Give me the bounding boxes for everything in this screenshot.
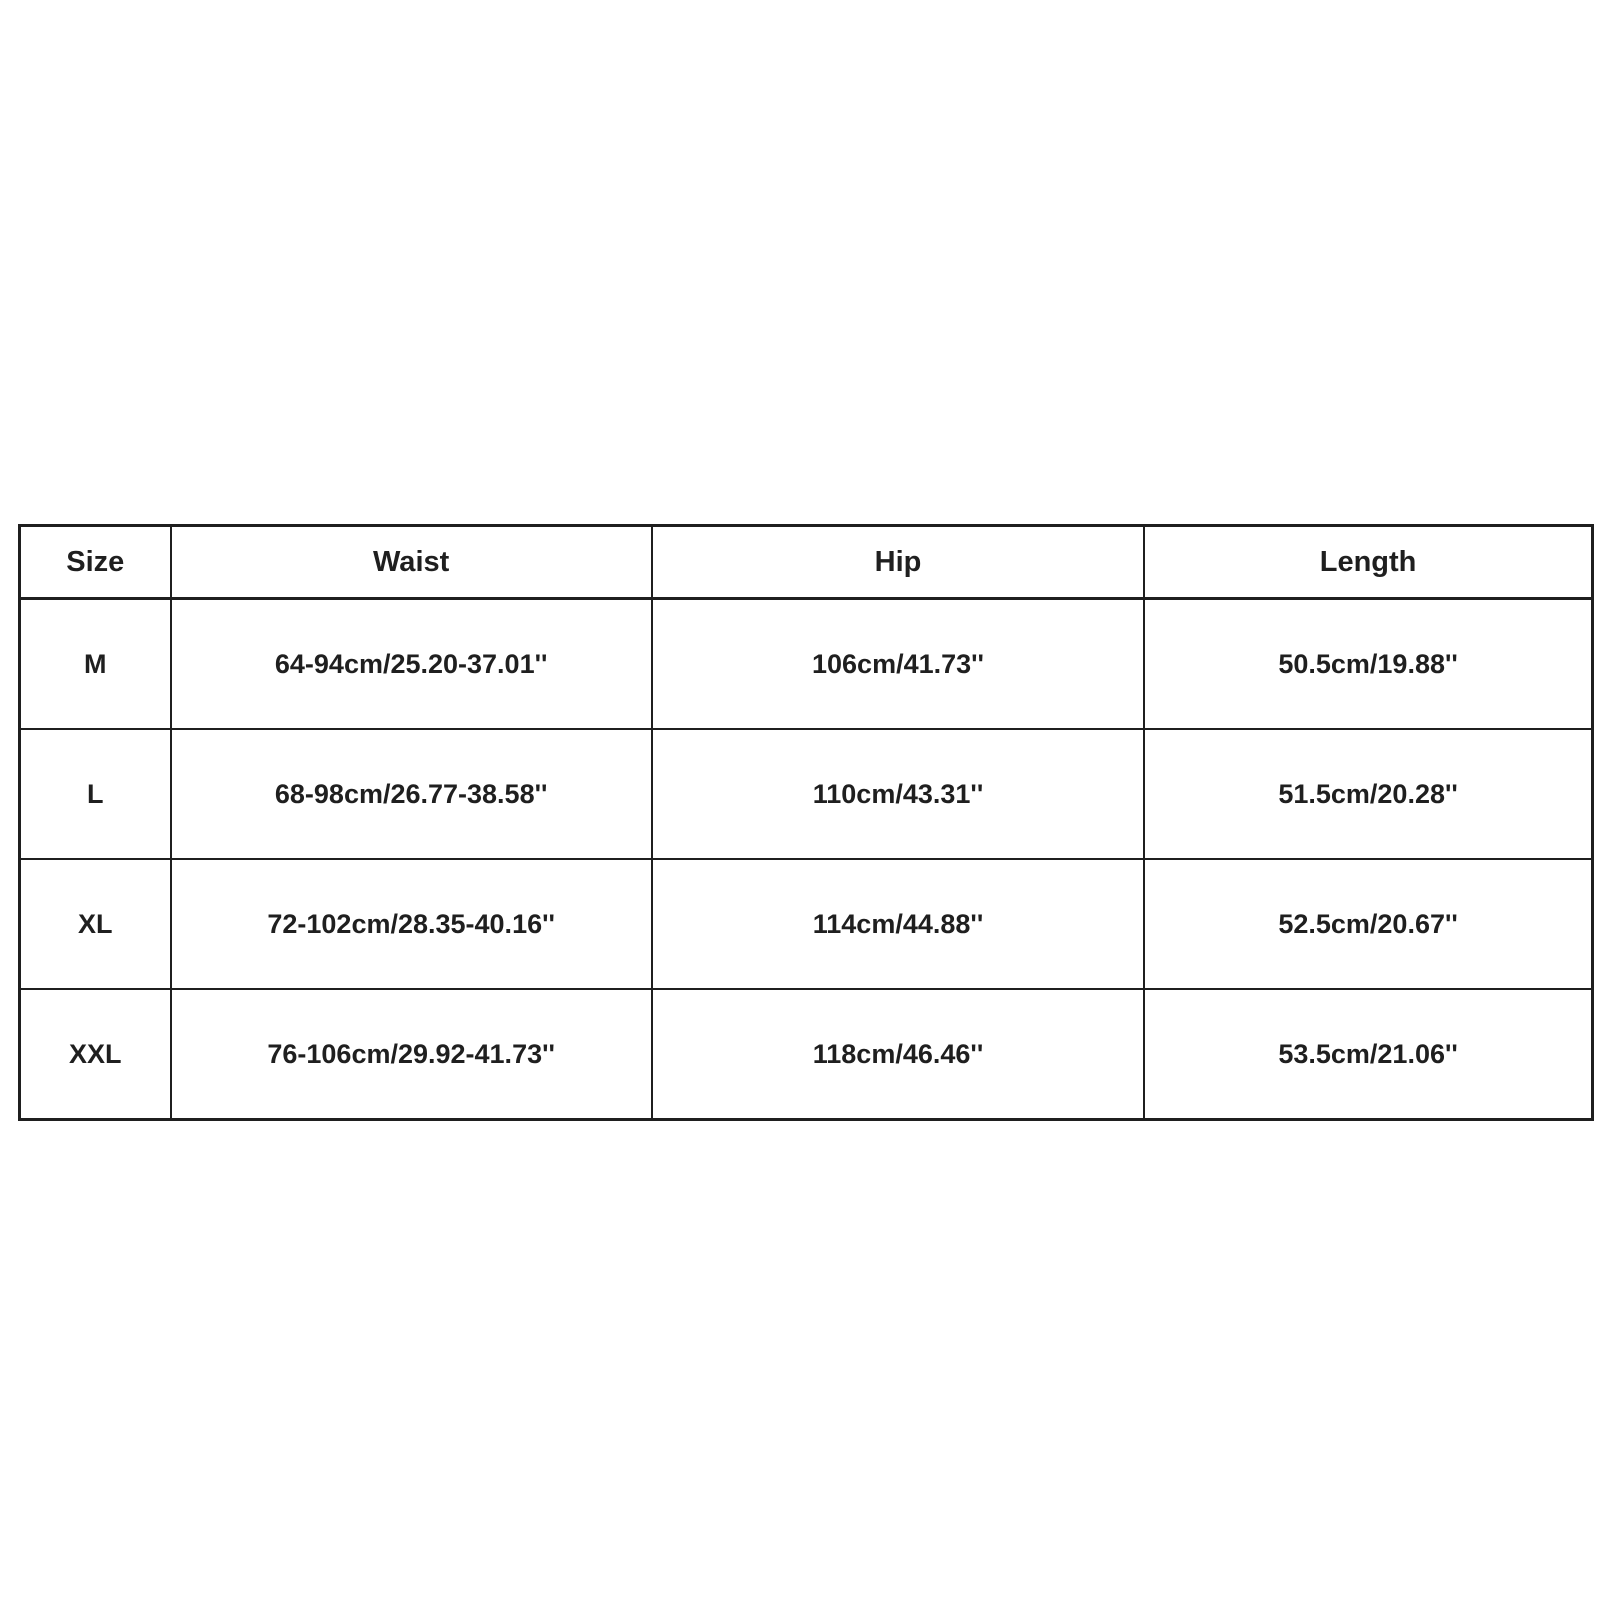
column-header-size: Size [20, 526, 171, 599]
column-header-waist: Waist [171, 526, 652, 599]
cell-length: 50.5cm/19.88'' [1144, 599, 1592, 730]
table-row-xxl [20, 989, 1593, 1120]
cell-hip: 114cm/44.88'' [652, 859, 1144, 989]
header-row [20, 526, 1593, 599]
cell-hip: 118cm/46.46'' [652, 989, 1144, 1120]
size-chart-header [20, 526, 1593, 599]
size-chart-body [20, 599, 1593, 1120]
table-row-xl [20, 859, 1593, 989]
column-header-hip: Hip [652, 526, 1144, 599]
table-row-m [20, 599, 1593, 730]
cell-size: XL [20, 859, 171, 989]
cell-waist: 64-94cm/25.20-37.01'' [171, 599, 652, 730]
cell-hip: 110cm/43.31'' [652, 729, 1144, 859]
cell-waist: 72-102cm/28.35-40.16'' [171, 859, 652, 989]
cell-length: 52.5cm/20.67'' [1144, 859, 1592, 989]
cell-size: L [20, 729, 171, 859]
cell-size: XXL [20, 989, 171, 1120]
column-header-length: Length [1144, 526, 1592, 599]
cell-waist: 76-106cm/29.92-41.73'' [171, 989, 652, 1120]
cell-length: 53.5cm/21.06'' [1144, 989, 1592, 1120]
size-chart-table [18, 524, 1594, 1121]
cell-waist: 68-98cm/26.77-38.58'' [171, 729, 652, 859]
cell-length: 51.5cm/20.28'' [1144, 729, 1592, 859]
cell-size: M [20, 599, 171, 730]
table-row-l [20, 729, 1593, 859]
cell-hip: 106cm/41.73'' [652, 599, 1144, 730]
